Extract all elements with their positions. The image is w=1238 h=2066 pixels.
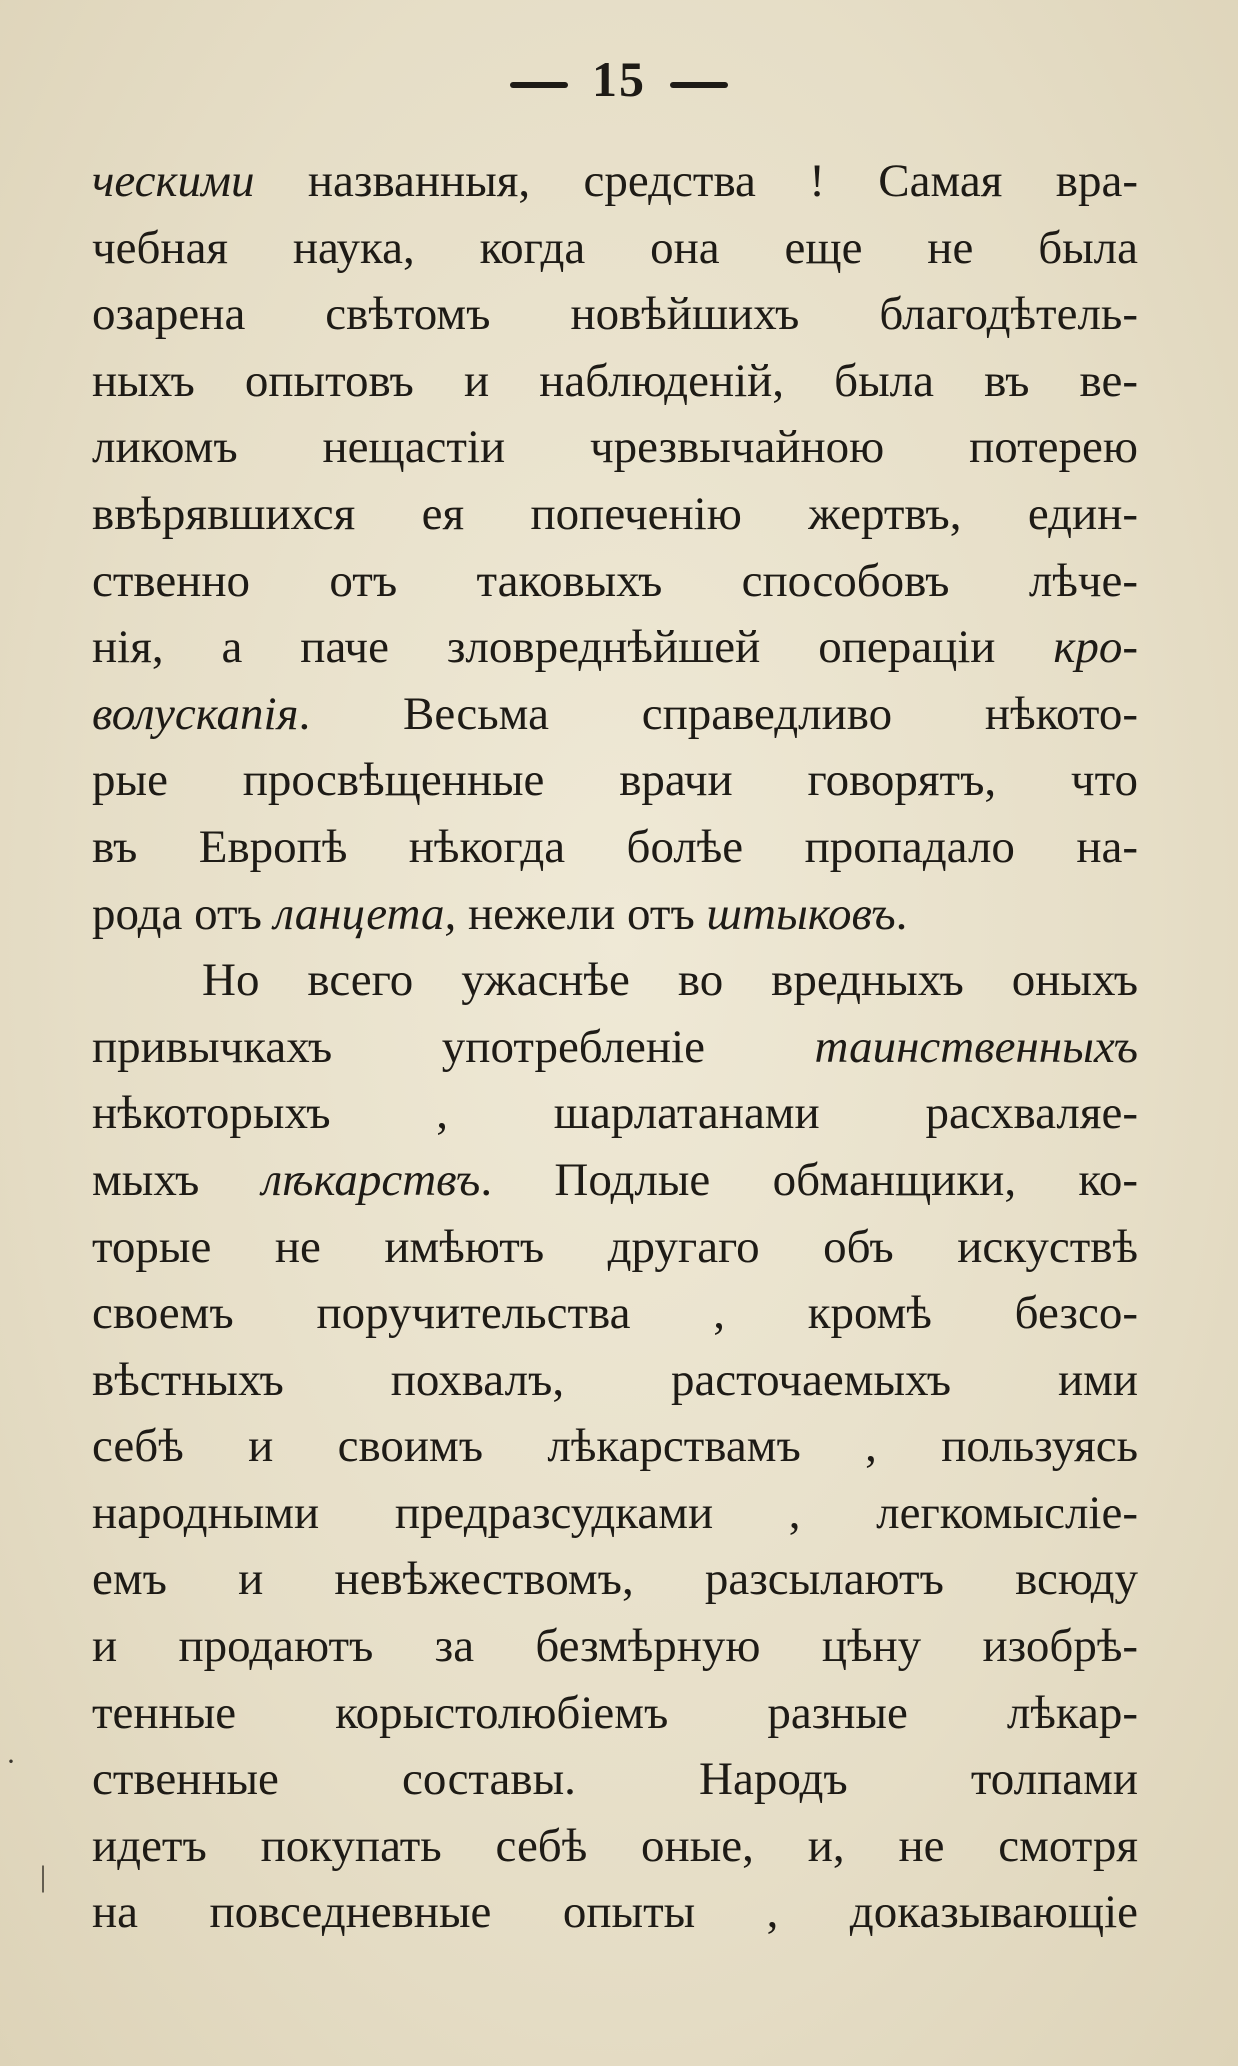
text-segment: . — [895, 887, 908, 940]
header-dash-left — [510, 82, 568, 88]
text-line — [92, 1480, 1138, 1547]
italic-text: ческими — [92, 155, 255, 207]
text-line — [92, 947, 1138, 1014]
text-segment: ныхъ опытовъ и наблюденій, была въ ве- — [92, 354, 1138, 407]
text-line — [92, 1546, 1138, 1613]
text-segment: рые просвѣщенные врачи говорятъ, что — [92, 754, 1138, 807]
text-line — [92, 747, 1138, 814]
italic-text: лѣкарствъ — [261, 1153, 481, 1206]
header-dash-right — [670, 82, 728, 88]
text-line — [92, 1746, 1138, 1813]
text-segment: озарена свѣтомъ новѣйшихъ благодѣтель- — [92, 288, 1138, 341]
page-number: 15 — [592, 51, 646, 107]
text-segment: мыхъ — [92, 1153, 262, 1206]
text-line — [92, 414, 1138, 481]
text-segment: . Весьма справедливо нѣкото- — [298, 687, 1138, 740]
text-segment: ввѣрявшихся ея попеченію жертвъ, един- — [92, 487, 1138, 540]
text-segment: нія, а паче зловреднѣйшей операціи — [92, 621, 1054, 674]
text-segment: . Подлые обманщики, ко- — [480, 1153, 1138, 1206]
text-segment: и продаютъ за безмѣрную цѣну изобрѣ- — [92, 1620, 1138, 1673]
text-line — [92, 548, 1138, 615]
text-segment: народными предразсудками , легкомысліе- — [92, 1486, 1138, 1539]
text-line — [92, 148, 1138, 215]
text-line — [92, 1680, 1138, 1747]
page-header — [0, 50, 1238, 108]
text-segment: своемъ поручительства , кромѣ безсо- — [92, 1287, 1138, 1340]
text-segment: нѣкоторыхъ , шарлатанами расхваляе- — [92, 1087, 1138, 1140]
text-segment: ственные составы. Народъ толпами — [92, 1753, 1138, 1806]
text-line — [92, 1147, 1138, 1214]
page-body-text — [92, 148, 1138, 1946]
text-line — [92, 1214, 1138, 1281]
text-line — [92, 1014, 1138, 1081]
text-segment: названныя, средства ! Самая вра- — [254, 155, 1138, 207]
text-line — [92, 1080, 1138, 1147]
italic-text: штыковъ — [706, 887, 896, 940]
text-segment: чебная наука, когда она еще не была — [92, 221, 1138, 274]
text-line — [92, 348, 1138, 415]
margin-dot: · — [6, 1745, 16, 1778]
text-segment: привычкахъ употребленіе — [92, 1020, 815, 1073]
text-segment: себѣ и своимъ лѣкарствамъ , пользуясь — [92, 1420, 1138, 1473]
text-line — [92, 281, 1138, 348]
italic-text: ланцета, — [273, 887, 457, 940]
italic-text: таинственныхъ — [814, 1020, 1138, 1073]
margin-bar: | — [40, 1860, 47, 1893]
text-segment: вѣстныхъ похвалъ, расточаемыхъ ими — [92, 1353, 1138, 1406]
text-line — [92, 481, 1138, 548]
text-line — [92, 881, 1138, 948]
text-segment: торые не имѣютъ другаго объ искуствѣ — [92, 1220, 1138, 1273]
text-line — [92, 681, 1138, 748]
text-line — [92, 215, 1138, 282]
text-line — [92, 1813, 1138, 1880]
text-segment: въ Европѣ нѣкогда болѣе пропадало на- — [92, 820, 1138, 873]
text-segment: ликомъ нещастіи чрезвычайною потерею — [92, 421, 1138, 474]
text-line — [92, 1280, 1138, 1347]
text-line — [92, 1347, 1138, 1414]
text-line — [92, 614, 1138, 681]
italic-text: волускапія — [92, 687, 299, 740]
text-line — [92, 1613, 1138, 1680]
text-line — [92, 814, 1138, 881]
text-line — [92, 1413, 1138, 1480]
text-segment: нежели отъ — [456, 887, 707, 940]
text-segment: тенные корыстолюбіемъ разные лѣкар- — [92, 1686, 1138, 1739]
text-segment: Но всего ужаснѣе во вредныхъ оныхъ — [202, 954, 1138, 1007]
text-line — [92, 1879, 1138, 1946]
text-segment: рода отъ — [92, 887, 274, 940]
text-segment: идетъ покупать себѣ оные, и, не смотря — [92, 1819, 1138, 1872]
text-segment: емъ и невѣжествомъ, разсылаютъ всюду — [92, 1553, 1138, 1606]
italic-text: кро- — [1053, 621, 1138, 674]
text-segment: ственно отъ таковыхъ способовъ лѣче- — [92, 554, 1138, 607]
text-segment: на повседневные опыты , доказывающіе — [92, 1886, 1138, 1939]
